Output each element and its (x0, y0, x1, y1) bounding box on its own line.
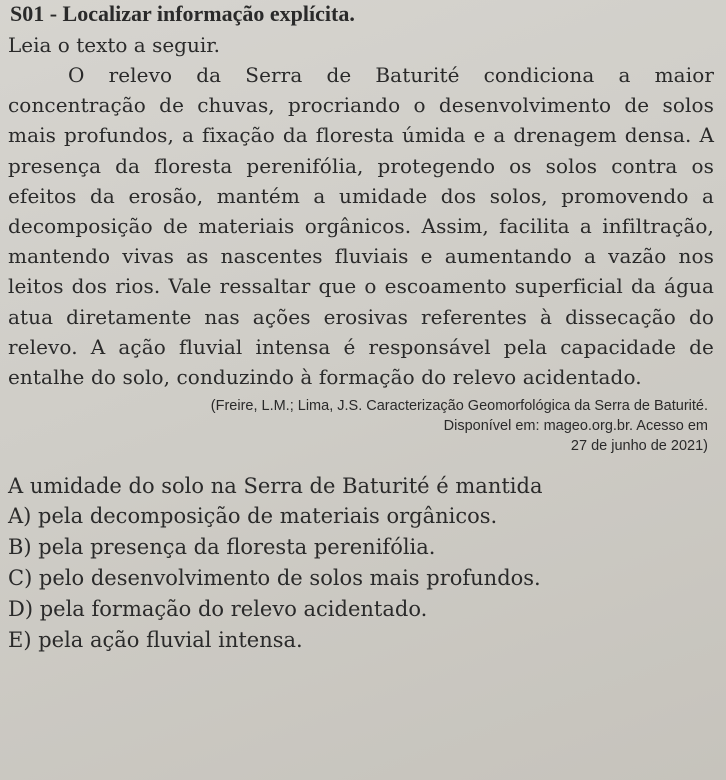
citation-line-3: 27 de junho de 2021) (570, 438, 708, 455)
citation-line-2: Disponível em: mageo.org.br. Acesso em (443, 418, 708, 435)
section-title: S01 - Localizar informação explícita. (10, 1, 355, 26)
citation-line-1: (Freire, L.M.; Lima, J.S. Caracterização Geomorfológica da Serra de Baturité. (210, 398, 708, 415)
option-c[interactable]: C) pelo desenvolvimento de solos mais profundos. (8, 566, 541, 591)
option-e[interactable]: E) pela ação fluvial intensa. (8, 628, 303, 653)
document-page (8, 2, 714, 656)
question-stem: A umidade do solo na Serra de Baturité é mantida (8, 474, 543, 499)
source-citation (8, 396, 714, 456)
reading-passage: O relevo da Serra de Baturité condiciona a maior concentração de chuvas, procriando o desenvolvimento de solos mais profundos, a fixação da floresta úmida e a drenagem densa. A presença da floresta perenifólia, protegendo os solos contra os efeitos da erosão, mantém a umidade dos solos, promovendo a decomposição de materiais orgânicos. Assim, facilita a infiltração, mantendo vivas as nascentes fluviais e aumentando a vazão nos leitos dos rios. Vale ressaltar que o escoamento superficial da água atua diretamente nas ações erosivas referentes à dissecação do relevo. A ação fluvial intensa é responsável pela capacidade de entalhe do solo, conduzindo à formação do relevo acidentado. (8, 63, 714, 390)
option-b[interactable]: B) pela presença da floresta perenifólia. (8, 535, 436, 560)
option-d[interactable]: D) pela formação do relevo acidentado. (8, 597, 428, 622)
answer-options (8, 501, 714, 656)
reading-instruction: Leia o texto a seguir. (8, 33, 220, 57)
option-a[interactable]: A) pela decomposição de materiais orgânicos. (8, 504, 498, 529)
